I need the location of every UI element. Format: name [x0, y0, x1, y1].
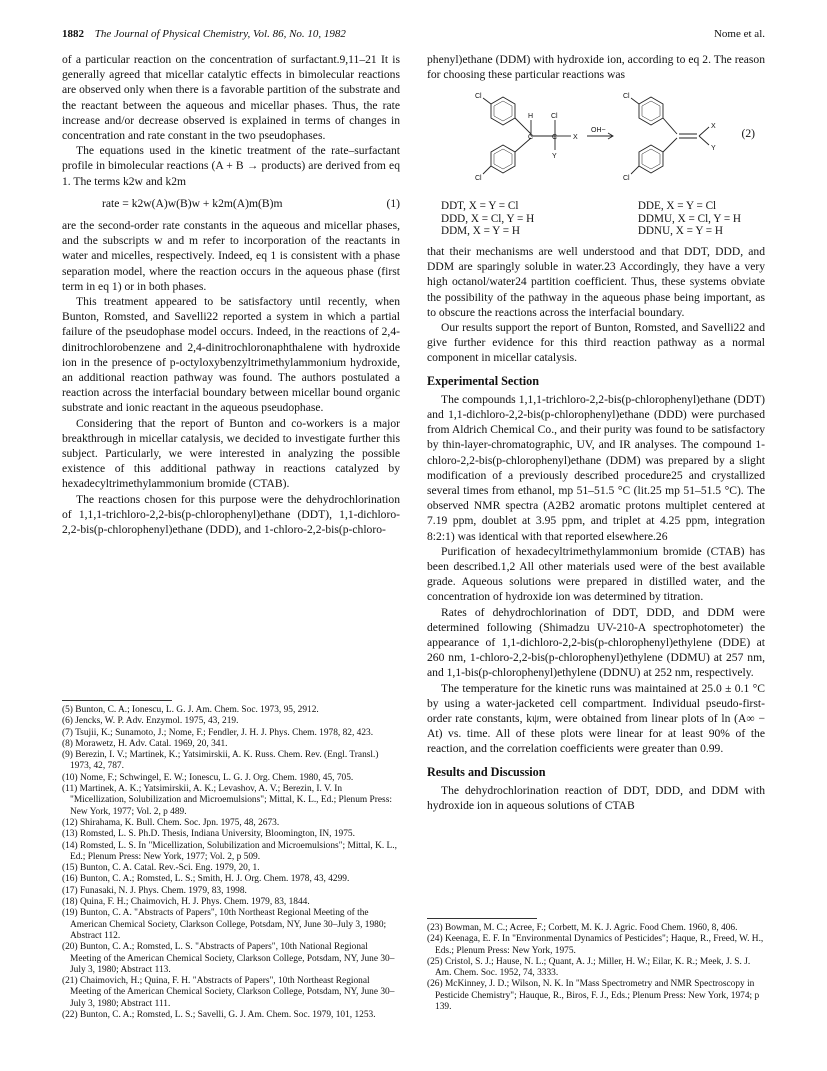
paragraph: The equations used in the kinetic treatment of the rate–surfactant profile in bimolecular reactions (A + B → products) are derived from eq 1. The terms k2w and k2m — [62, 144, 400, 188]
reference: (21) Chaimovich, H.; Quina, F. H. "Abstracts of Papers", 10th Northeast Regional Meeting of the American Chemical Society, Clarkson College, Potsdam, NY, June 30–July 3, 1980; Abstract 111. — [62, 976, 395, 1009]
atom-label: Y — [711, 145, 716, 153]
reference: (8) Morawetz, H. Adv. Catal. 1969, 20, 341. — [62, 738, 228, 749]
reference: (14) Romsted, L. S. In "Micellization, Solubilization and Microemulsions"; Mittal, K. L., Ed.; Plenum Press: New York, 1977; Vol. 2, p 509. — [62, 840, 397, 862]
compound-label: DDD, X = Cl, Y = H — [441, 212, 535, 225]
atom-label: Y — [552, 153, 557, 161]
atom-label: C — [528, 134, 534, 142]
compound-label: DDMU, X = Cl, Y = H — [637, 212, 741, 225]
page-header — [62, 28, 765, 44]
footnote-rule — [62, 700, 172, 701]
reference: (16) Bunton, C. A.; Romsted, L. S.; Smith, H. J. Org. Chem. 1978, 43, 4299. — [62, 874, 350, 885]
compound-label: DDT, X = Y = Cl — [441, 200, 519, 213]
atom-label: Cl — [475, 93, 482, 101]
reference: (15) Bunton, C. A. Catal. Rev.-Sci. Eng. 1979, 20, 1. — [62, 863, 260, 874]
reference: (10) Nome, F.; Schwingel, E. W.; Ionescu, L. G. J. Org. Chem. 1980, 45, 705. — [62, 772, 354, 783]
reference: (12) Shirahama, K. Bull. Chem. Soc. Jpn. 1975, 48, 2673. — [62, 817, 280, 828]
right-column — [427, 52, 765, 813]
lower-phenyl-ring — [491, 145, 515, 173]
bond — [699, 127, 709, 136]
atom-label: X — [711, 123, 716, 131]
paragraph: phenyl)ethane (DDM) with hydroxide ion, according to eq 2. The reason for choosing these particular reactions was — [427, 53, 765, 82]
reaction-scheme-drawing — [427, 84, 765, 196]
bond — [631, 98, 639, 104]
atom-label: X — [573, 134, 578, 142]
equation-text: rate = k2w(A)w(B)w + k2m(A)m(B)m — [102, 196, 283, 210]
paragraph: that their mechanisms are well understood and that DDT, DDD, and DDM are sparingly soluble in water.23 Accordingly, they have a very high octanol/water24 partition coefficient. Thus, these systems obviate the possibility of the pathway in the aqueous phase being important, as to obscure the reactions across the interfacial boundary. — [427, 244, 765, 319]
upper-phenyl-ring — [491, 97, 515, 125]
footnote-rule — [427, 918, 537, 919]
paragraph: are the second-order rate constants in the aqueous and micellar phases, and the subscripts w and m refer to incorporation of the reactants in water and micelles, respectively. Indeed, eq 1 is consistent with a phase separation model, where the reaction occurs in the aqueous phase (first term in eq 1) or in both phases. — [62, 219, 400, 293]
reference: (9) Berezin, I. V.; Martinek, K.; Yatsimirskii, A. K. Russ. Chem. Rev. (Engl. Transl.) 1973, 42, 787. — [62, 750, 379, 772]
atom-label: Cl — [551, 113, 558, 121]
compound-labels — [441, 200, 741, 238]
product-upper-ring — [639, 97, 663, 125]
reference: (5) Bunton, C. A.; Ionescu, L. G. J. Am. Chem. Soc. 1973, 95, 2912. — [62, 705, 319, 715]
reference: (19) Bunton, C. A. "Abstracts of Papers", 10th Northeast Regional Meeting of the American Chemical Society, Clarkson College, Potsdam, NY, June 30–July 3, 1980; Abstract 112. — [62, 908, 387, 941]
compound-label: DDNU, X = Y = H — [637, 225, 723, 238]
paragraph: The reactions chosen for this purpose were the dehydrochlorination of 1,1,1-trichloro-2,2-bis(p-chlorophenyl)ethane (DDT), 1,1-dichloro-2,2-bis(p-chlorophenyl)ethane (DDD), and 1-chloro-2,2-bis(p-chloro- — [62, 492, 400, 537]
atom-label: C — [552, 134, 558, 142]
reference: (7) Tsujii, K.; Sunamoto, J.; Nome, F.; Fendler, J. H. J. Phys. Chem. 1978, 82, 423. — [62, 727, 374, 738]
paragraph: The temperature for the kinetic runs was maintained at 25.0 ± 0.1 °C by using a water-jacketed cell compartment. Individual pseudo-first-order rate constants, kψm, were obtained from linear plots of ln (A∞ − At) vs. time. All of these plots were linear for at least 90% of the reaction, and the correlation coefficients were greater than 0.99. — [427, 681, 765, 756]
reference: (22) Bunton, C. A.; Romsted, L. S.; Savelli, G. J. Am. Chem. Soc. 1979, 101, 1253. — [62, 1010, 376, 1021]
compound-label: DDE, X = Y = Cl — [637, 200, 717, 213]
bond — [483, 98, 491, 104]
reference: (17) Funasaki, N. J. Phys. Chem. 1979, 83, 1998. — [62, 885, 247, 896]
footnote-references-right — [427, 918, 765, 1013]
equation-1 — [62, 196, 400, 211]
paragraph: Purification of hexadecyltrimethylammonium bromide (CTAB) has been described.1,2 All other materials used were of the best available grade. Aqueous solutions were prepared in distilled water, and the concentration of hydroxide ion was determined by titration. — [427, 544, 765, 604]
paragraph: Rates of dehydrochlorination of DDT, DDD, and DDM were determined following (Shimadzu UV-210-A spectrophotometer) the appearance of 1,1-dichloro-2,2-bis(p-chlorophenyl)ethylene (DDE) at 260 nm, 1-chloro-2,2-bis(p-chlorophenyl)ethylene (DDMU) at 257 nm, and 1,1-bis(p-chlorophenyl)ethylene (DDNU) at 252 nm, respectively. — [427, 605, 765, 680]
atom-label: Cl — [623, 93, 630, 101]
footnote-references-left — [62, 700, 400, 1021]
paragraph: Considering that the report of Bunton and co-workers is a major breakthrough in micellar catalysis, we decided to investigate further this subject. Particularly, we were interested in analyzing the possible existence of this additional pathway in reactions catalyzed by hexadecyltrimethylammonium bromide (CTAB). — [62, 416, 400, 491]
bond — [663, 118, 677, 134]
bond — [631, 166, 639, 174]
authors: Nome et al. — [713, 28, 765, 40]
paragraph: Our results support the report of Bunton, Romsted, and Savelli22 and give further evidence for this third reaction pathway as a normal component in micellar catalysis. — [427, 320, 765, 365]
bond — [483, 166, 491, 174]
compound-label: DDM, X = Y = H — [441, 225, 520, 238]
reference: (20) Bunton, C. A.; Romsted, L. S. "Abstracts of Papers", 10th National Regional Meeting of the American Chemical Society, Clarkson College, Potsdam, NY, June 30–July 3, 1980; Abstract 113. — [62, 942, 395, 975]
reference: (23) Bowman, M. C.; Acree, F.; Corbett, M. K. J. Agric. Food Chem. 1960, 8, 406. — [427, 923, 738, 933]
product-labels — [638, 200, 741, 238]
atom-label: H — [528, 113, 534, 121]
journal-citation: The Journal of Physical Chemistry, Vol. 86, No. 10, 1982 — [94, 28, 346, 40]
reference: (24) Keenaga, E. F. In "Environmental Dynamics of Pesticides"; Haque, R., Freed, W. H., Eds.; Plenum Press: New York, 1975. — [427, 934, 764, 956]
bond — [699, 136, 709, 145]
reagent-label: OH− — [591, 127, 606, 135]
section-heading-results: Results and Discussion — [427, 764, 546, 779]
page-number: 1882 — [62, 28, 84, 40]
reference: (18) Quina, F. H.; Chaimovich, H. J. Phys. Chem. 1979, 83, 1844. — [62, 897, 310, 908]
reference: (6) Jencks, W. P. Adv. Enzymol. 1975, 43, 219. — [62, 716, 239, 727]
paragraph: of a particular reaction on the concentration of surfactant.9,11–21 It is generally agreed that micellar catalytic effects in bimolecular reactions are observed only when there is a favorable partition of the substrate and the reactant between the aqueous and micellar phases. Thus, the rate increase and/or decrease observed is explained in terms of changes in concentration and rate constant in the two pseudophases. — [62, 53, 400, 143]
reaction-scheme — [427, 84, 765, 196]
equation-number: (1) — [386, 196, 400, 210]
left-column — [62, 52, 400, 537]
bond — [663, 138, 677, 152]
reference: (26) McKinney, J. D.; Wilson, N. K. In "Mass Spectrometry and NMR Spectroscopy in Pesticide Chemistry"; Hauque, R., Biros, F. J., Eds.; Plenum Press: New York, 1974; p 139. — [427, 979, 760, 1013]
paragraph: This treatment appeared to be satisfactory until recently, when Bunton, Romsted, and Savelli22 reported a system in which a partial failure of the pseudophase model occurs. Indeed, in the reactions of 2,4-dinitrochlorobenzene and 2,4-dinitrochloronaphthalene with hydroxide ion in the presence of p-octyloxybenzyltrimethylammonium hydroxide, an additional reaction pathway was found. The authors postulated a reaction across the interfacial boundary between micellar bound organic substrate and ionic reactant in the aqueous pseudophase. — [62, 295, 400, 415]
section-heading-experimental: Experimental Section — [427, 373, 540, 388]
paragraph: The dehydrochlorination reaction of DDT, DDD, and DDM with hydroxide ion in aqueous solutions of CTAB — [427, 783, 765, 813]
paragraph: The compounds 1,1,1-trichloro-2,2-bis(p-chlorophenyl)ethane (DDT) and 1,1-dichloro-2,2-bis(p-chlorophenyl)ethane (DDD) were purchased from Aldrich Chemical Co., and their purity was found to be satisfactory by thin-layer-chromatographic, UV, and IR analyses. The compound 1-chloro-2,2-bis(p-chlorophenyl)ethane (DDM) was prepared by a slight modification of a previously described procedure25 and crystallized several times from ethanol, mp 51–51.5 °C (lit.25 mp 51–51.5 °C). The observed NMR spectra (A2B2 aromatic protons multiplet centered at 7.19 ppm, doublet at 3.95 ppm, and triplet at 4.25 ppm, integration 8:2:1) was identical with that reported elsewhere.26 — [427, 392, 765, 543]
reference: (13) Romsted, L. S. Ph.D. Thesis, Indiana University, Bloomington, IN, 1975. — [62, 829, 355, 840]
bond — [515, 118, 531, 134]
equation-number: (2) — [741, 127, 755, 141]
reactant-labels — [441, 200, 534, 238]
header-left — [62, 28, 346, 40]
product-lower-ring — [639, 145, 663, 173]
reference: (25) Cristol, S. J.; Hause, N. L.; Quant, A. J.; Miller, H. W.; Eilar, K. R.; Meek, J. S. J. Am. Chem. Soc. 1952, 74, 3333. — [427, 956, 751, 979]
atom-label: Cl — [475, 175, 482, 183]
reference: (11) Martinek, A. K.; Yatsimirskii, A. K.; Levashov, A. V.; Berezin, I. V. In "Micellization, Solubilization and Microemulsions"; Mittal, K. L., Ed.; Plenum Press: New York, 1977; Vol. 2, p 489. — [62, 784, 392, 817]
atom-label: Cl — [623, 175, 630, 183]
